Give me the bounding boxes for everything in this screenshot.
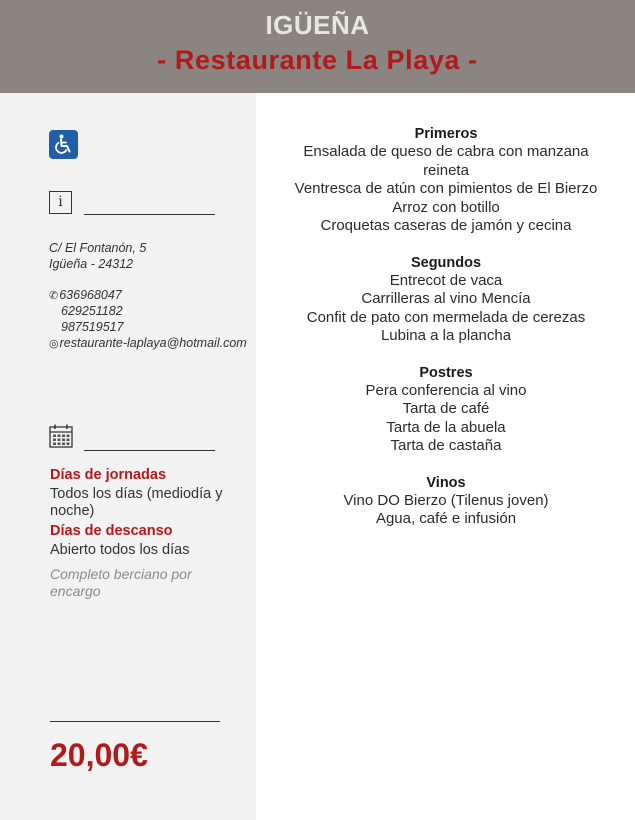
phone-icon: ✆	[49, 290, 59, 302]
phone-1-number: 636968047	[59, 288, 122, 302]
menu-section-primeros	[280, 126, 612, 236]
phone-2	[61, 303, 123, 319]
schedule-rest-title: Días de descanso	[50, 523, 173, 539]
schedule-divider	[84, 450, 215, 451]
schedule-rest-text: Abierto todos los días	[50, 542, 190, 558]
wheelchair-icon	[49, 130, 78, 159]
section-title: Postres	[419, 364, 473, 381]
address-line2: Igüeña - 24312	[49, 257, 134, 271]
menu-item: Arroz con botillo	[392, 198, 500, 216]
phone-3-number: 987519517	[61, 320, 124, 334]
phone-3	[61, 319, 124, 335]
at-icon: ◎	[49, 338, 59, 350]
menu-item: Lubina a la plancha	[380, 327, 512, 344]
menu-item: Tarta de castaña	[390, 437, 502, 454]
page-header	[0, 0, 635, 93]
menu-item: Tarta de la abuela	[386, 418, 506, 436]
calendar-icon	[49, 424, 73, 448]
menu-list	[280, 126, 612, 548]
price-divider	[50, 721, 220, 722]
info-sidebar	[0, 93, 256, 820]
menu-item: Confit de pato con mermelada de cerezas	[306, 308, 586, 326]
menu-price: 20,00€	[50, 737, 148, 773]
restaurant-title: - Restaurante La Playa -	[157, 45, 478, 75]
menu-item: Ensalada de queso de cabra con manzana reineta	[303, 143, 589, 179]
menu-item: Pera conferencia al vino	[365, 381, 527, 399]
menu-item: Tarta de café	[402, 400, 490, 417]
menu-item: Ventresca de atún con pimientos de El Bierzo	[294, 180, 598, 197]
section-title: Segundos	[410, 254, 482, 271]
menu-section-postres	[280, 365, 612, 456]
section-title: Primeros	[414, 126, 478, 142]
schedule-days-title: Días de jornadas	[50, 467, 167, 483]
address-line1: C/ El Fontanón, 5	[49, 241, 147, 255]
phone-2-number: 629251182	[61, 304, 123, 318]
menu-item: Agua, café e infusión	[375, 510, 517, 527]
menu-item: Carrilleras al vino Mencía	[361, 290, 531, 307]
menu-item: Vino DO Bierzo (Tilenus joven)	[343, 491, 549, 509]
menu-item: Entrecot de vaca	[389, 271, 503, 289]
info-divider	[84, 214, 215, 215]
booking-note: Completo berciano por encargo	[50, 566, 192, 599]
email-address[interactable]: restaurante-laplaya@hotmail.com	[59, 336, 247, 350]
town-title: IGÜEÑA	[265, 10, 370, 40]
menu-section-vinos	[280, 475, 612, 529]
menu-section-segundos	[280, 255, 612, 346]
menu-item: Croquetas caseras de jamón y cecina	[320, 217, 572, 234]
email-line	[49, 335, 247, 352]
info-icon: i	[49, 191, 72, 214]
phone-1	[49, 287, 122, 304]
schedule-days-text: Todos los días (mediodía y noche)	[50, 486, 223, 519]
section-title: Vinos	[426, 474, 466, 491]
